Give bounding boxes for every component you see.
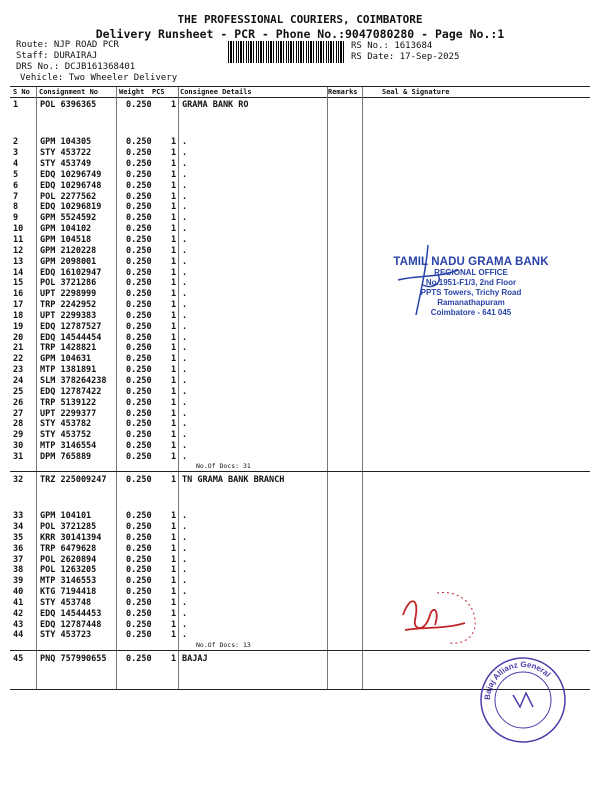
- cell-consignment: PNQ 757990655: [40, 654, 107, 664]
- cell-consignee: .: [182, 343, 188, 353]
- cell-consignment: EDQ 14544454: [40, 333, 102, 343]
- table-header-rule: [10, 97, 590, 98]
- cell-consignee: .: [182, 398, 188, 408]
- cell-weight: 0.250: [126, 246, 152, 256]
- cell-consignment: EDQ 12787448: [40, 620, 102, 630]
- cell-sno: 19: [13, 322, 24, 332]
- cell-pcs: 1: [171, 354, 177, 364]
- cell-consignment: MTP 1381891: [40, 365, 97, 375]
- cell-consignment: POL 3721285: [40, 522, 97, 532]
- cell-consignment: TRZ 225009247: [40, 475, 107, 485]
- cell-pcs: 1: [171, 268, 177, 278]
- cell-weight: 0.250: [126, 409, 152, 419]
- cell-consignee: .: [182, 354, 188, 364]
- table-row: [0, 609, 600, 620]
- cell-sno: 4: [13, 159, 19, 169]
- cell-pcs: 1: [171, 311, 177, 321]
- cell-weight: 0.250: [126, 620, 152, 630]
- table-row: [0, 511, 600, 522]
- cell-consignment: EDQ 12787527: [40, 322, 102, 332]
- cell-weight: 0.250: [126, 398, 152, 408]
- cell-consignment: EDQ 10296819: [40, 202, 102, 212]
- table-row: [0, 544, 600, 555]
- cell-consignee: .: [182, 322, 188, 332]
- cell-consignee: .: [182, 387, 188, 397]
- cell-consignee: TN GRAMA BANK BRANCH: [182, 475, 285, 485]
- cell-sno: 37: [13, 555, 24, 565]
- cell-consignee: .: [182, 533, 188, 543]
- cell-consignment: EDQ 10296748: [40, 181, 102, 191]
- cell-sno: 33: [13, 511, 24, 521]
- cell-pcs: 1: [171, 620, 177, 630]
- cell-consignee: .: [182, 257, 188, 267]
- cell-weight: 0.250: [126, 354, 152, 364]
- table-row: [0, 430, 600, 441]
- cell-sno: 30: [13, 441, 24, 451]
- table-row: [0, 587, 600, 598]
- table-row: [0, 419, 600, 430]
- cell-consignee: .: [182, 555, 188, 565]
- cell-consignment: GPM 2120228: [40, 246, 97, 256]
- cell-weight: 0.250: [126, 376, 152, 386]
- stamp-line: PPTS Towers, Trichy Road: [420, 288, 522, 297]
- cell-consignee: .: [182, 137, 188, 147]
- cell-weight: 0.250: [126, 148, 152, 158]
- cell-pcs: 1: [171, 419, 177, 429]
- cell-consignment: POL 2620894: [40, 555, 97, 565]
- cell-consignee: .: [182, 609, 188, 619]
- staff-info: Staff: DURAIRAJ: [16, 51, 98, 61]
- cell-consignment: TRP 6479628: [40, 544, 97, 554]
- cell-pcs: 1: [171, 409, 177, 419]
- cell-consignment: GPM 5524592: [40, 213, 97, 223]
- table-row: [0, 170, 600, 181]
- table-row: [0, 522, 600, 533]
- cell-weight: 0.250: [126, 533, 152, 543]
- cell-consignee: .: [182, 278, 188, 288]
- cell-weight: 0.250: [126, 159, 152, 169]
- cell-weight: 0.250: [126, 522, 152, 532]
- stamp-line: No.1951-F1/3, 2nd Floor: [425, 278, 517, 287]
- cell-sno: 17: [13, 300, 24, 310]
- cell-consignment: UPT 2299377: [40, 409, 97, 419]
- docs-count: No.Of Docs: 13: [196, 641, 251, 649]
- cell-pcs: 1: [171, 181, 177, 191]
- cell-weight: 0.250: [126, 565, 152, 575]
- cell-consignment: POL 3721286: [40, 278, 97, 288]
- cell-sno: 42: [13, 609, 24, 619]
- cell-pcs: 1: [171, 289, 177, 299]
- cell-sno: 22: [13, 354, 24, 364]
- cell-pcs: 1: [171, 609, 177, 619]
- cell-weight: 0.250: [126, 630, 152, 640]
- cell-pcs: 1: [171, 555, 177, 565]
- cell-pcs: 1: [171, 148, 177, 158]
- cell-consignee: .: [182, 441, 188, 451]
- cell-pcs: 1: [171, 159, 177, 169]
- table-row: [0, 148, 600, 159]
- cell-pcs: 1: [171, 365, 177, 375]
- cell-weight: 0.250: [126, 609, 152, 619]
- cell-consignee: .: [182, 224, 188, 234]
- table-row: [0, 452, 600, 463]
- cell-consignee: .: [182, 565, 188, 575]
- cell-consignment: MTP 3146554: [40, 441, 97, 451]
- cell-consignment: GPM 104631: [40, 354, 92, 364]
- table-row: [0, 630, 600, 641]
- cell-pcs: 1: [171, 452, 177, 462]
- cell-consignee: .: [182, 365, 188, 375]
- cell-weight: 0.250: [126, 511, 152, 521]
- cell-sno: 16: [13, 289, 24, 299]
- stamp-line: Ramanathapuram: [437, 298, 505, 307]
- cell-pcs: 1: [171, 430, 177, 440]
- cell-sno: 44: [13, 630, 24, 640]
- cell-pcs: 1: [171, 257, 177, 267]
- cell-sno: 41: [13, 598, 24, 608]
- cell-consignee: .: [182, 202, 188, 212]
- table-row: [0, 365, 600, 376]
- cell-sno: 25: [13, 387, 24, 397]
- cell-weight: 0.250: [126, 343, 152, 353]
- cell-sno: 26: [13, 398, 24, 408]
- cell-weight: 0.250: [126, 475, 152, 485]
- cell-consignment: STY 453752: [40, 430, 92, 440]
- table-row: [0, 376, 600, 387]
- table-row: [0, 576, 600, 587]
- cell-pcs: 1: [171, 441, 177, 451]
- cell-consignment: GPM 104102: [40, 224, 92, 234]
- cell-consignee: .: [182, 333, 188, 343]
- cell-sno: 10: [13, 224, 24, 234]
- cell-consignee: BAJAJ: [182, 654, 208, 664]
- cell-sno: 12: [13, 246, 24, 256]
- cell-pcs: 1: [171, 522, 177, 532]
- table-row: [0, 100, 600, 111]
- cell-pcs: 1: [171, 322, 177, 332]
- table-row: [0, 354, 600, 365]
- col-weight-header: Weight: [119, 88, 145, 96]
- cell-consignment: TRP 1428821: [40, 343, 97, 353]
- cell-pcs: 1: [171, 544, 177, 554]
- cell-consignee: .: [182, 181, 188, 191]
- cell-sno: 36: [13, 544, 24, 554]
- cell-pcs: 1: [171, 475, 177, 485]
- cell-consignee: GRAMA BANK RO: [182, 100, 249, 110]
- docs-count: No.Of Docs: 31: [196, 462, 251, 470]
- cell-sno: 15: [13, 278, 24, 288]
- cell-weight: 0.250: [126, 268, 152, 278]
- cell-sno: 35: [13, 533, 24, 543]
- table-row: [0, 398, 600, 409]
- round-seal: [478, 655, 568, 745]
- table-row: [0, 387, 600, 398]
- cell-pcs: 1: [171, 246, 177, 256]
- cell-pcs: 1: [171, 565, 177, 575]
- cell-pcs: 1: [171, 100, 177, 110]
- cell-pcs: 1: [171, 533, 177, 543]
- cell-sno: 14: [13, 268, 24, 278]
- cell-consignee: .: [182, 213, 188, 223]
- cell-sno: 21: [13, 343, 24, 353]
- cell-weight: 0.250: [126, 100, 152, 110]
- cell-pcs: 1: [171, 137, 177, 147]
- cell-consignment: EDQ 12787422: [40, 387, 102, 397]
- cell-consignee: .: [182, 376, 188, 386]
- cell-sno: 2: [13, 137, 19, 147]
- cell-pcs: 1: [171, 398, 177, 408]
- cell-pcs: 1: [171, 511, 177, 521]
- cell-weight: 0.250: [126, 300, 152, 310]
- col-sno-header: S No: [13, 88, 30, 96]
- table-row: [0, 475, 600, 486]
- cell-sno: 1: [13, 100, 19, 110]
- cell-weight: 0.250: [126, 322, 152, 332]
- cell-pcs: 1: [171, 333, 177, 343]
- cell-sno: 27: [13, 409, 24, 419]
- cell-consignment: POL 2277562: [40, 192, 97, 202]
- cell-sno: 40: [13, 587, 24, 597]
- cell-sno: 6: [13, 181, 19, 191]
- table-row: [0, 533, 600, 544]
- cell-weight: 0.250: [126, 387, 152, 397]
- cell-sno: 45: [13, 654, 24, 664]
- company-name: THE PROFESSIONAL COURIERS, COIMBATORE: [177, 13, 423, 26]
- cell-consignment: STY 453723: [40, 630, 92, 640]
- cell-weight: 0.250: [126, 430, 152, 440]
- table-row: [0, 224, 600, 235]
- table-row: [0, 159, 600, 170]
- cell-consignment: TRP 5139122: [40, 398, 97, 408]
- cell-weight: 0.250: [126, 544, 152, 554]
- cell-weight: 0.250: [126, 419, 152, 429]
- cell-consignment: EDQ 10296749: [40, 170, 102, 180]
- cell-weight: 0.250: [126, 333, 152, 343]
- cell-sno: 28: [13, 419, 24, 429]
- cell-consignment: KRR 30141394: [40, 533, 102, 543]
- cell-consignment: KTG 7194418: [40, 587, 97, 597]
- cell-consignment: UPT 2298999: [40, 289, 97, 299]
- cell-consignee: .: [182, 300, 188, 310]
- cell-weight: 0.250: [126, 257, 152, 267]
- cell-sno: 8: [13, 202, 19, 212]
- cell-pcs: 1: [171, 387, 177, 397]
- cell-consignee: .: [182, 511, 188, 521]
- vehicle-info: Vehicle: Two Wheeler Delivery: [20, 73, 178, 83]
- cell-weight: 0.250: [126, 654, 152, 664]
- stamp-line: Coimbatore - 641 045: [430, 308, 512, 317]
- cell-weight: 0.250: [126, 213, 152, 223]
- cell-pcs: 1: [171, 235, 177, 245]
- cell-sno: 18: [13, 311, 24, 321]
- col-pcs-header: PCS: [152, 88, 165, 96]
- cell-consignment: GPM 104101: [40, 511, 92, 521]
- cell-pcs: 1: [171, 343, 177, 353]
- svg-text:Bajaj Allianz General: [483, 660, 552, 700]
- cell-consignment: MTP 3146553: [40, 576, 97, 586]
- cell-pcs: 1: [171, 170, 177, 180]
- group-divider: [10, 650, 590, 651]
- cell-consignee: .: [182, 235, 188, 245]
- cell-sno: 13: [13, 257, 24, 267]
- cell-pcs: 1: [171, 224, 177, 234]
- cell-consignment: SLM 378264238: [40, 376, 107, 386]
- cell-consignee: .: [182, 544, 188, 554]
- cell-consignee: .: [182, 630, 188, 640]
- cell-consignee: .: [182, 192, 188, 202]
- cell-pcs: 1: [171, 376, 177, 386]
- cell-weight: 0.250: [126, 278, 152, 288]
- drs-number: DRS No.: DCJB161368401: [16, 62, 136, 72]
- cell-pcs: 1: [171, 300, 177, 310]
- cell-consignee: .: [182, 419, 188, 429]
- cell-consignment: GPM 104518: [40, 235, 92, 245]
- cell-consignee: .: [182, 289, 188, 299]
- red-signature: [395, 585, 480, 650]
- cell-consignee: .: [182, 598, 188, 608]
- cell-consignee: .: [182, 311, 188, 321]
- cell-sno: 43: [13, 620, 24, 630]
- cell-consignment: POL 1263205: [40, 565, 97, 575]
- cell-weight: 0.250: [126, 587, 152, 597]
- cell-pcs: 1: [171, 202, 177, 212]
- cell-weight: 0.250: [126, 192, 152, 202]
- table-row: [0, 213, 600, 224]
- cell-consignment: TRP 2242952: [40, 300, 97, 310]
- cell-sno: 29: [13, 430, 24, 440]
- cell-consignment: GPM 2098001: [40, 257, 97, 267]
- col-seal-header: Seal & Signature: [382, 88, 450, 96]
- cell-consignee: .: [182, 430, 188, 440]
- cell-consignment: DPM 765889: [40, 452, 92, 462]
- runsheet-title: Delivery Runsheet - PCR - Phone No.:9047080280 - Page No.:1: [95, 27, 505, 41]
- cell-sno: 7: [13, 192, 19, 202]
- cell-consignee: .: [182, 452, 188, 462]
- col-consignee-header: Consignee Details: [180, 88, 252, 96]
- cell-weight: 0.250: [126, 311, 152, 321]
- cell-consignment: EDQ 14544453: [40, 609, 102, 619]
- cell-pcs: 1: [171, 213, 177, 223]
- cell-weight: 0.250: [126, 181, 152, 191]
- col-consignment-header: Consignment No: [39, 88, 99, 96]
- rs-date: RS Date: 17-Sep-2025: [351, 52, 460, 62]
- cell-consignee: .: [182, 246, 188, 256]
- cell-consignment: EDQ 16102947: [40, 268, 102, 278]
- cell-weight: 0.250: [126, 555, 152, 565]
- table-top-rule: [10, 86, 590, 87]
- cell-weight: 0.250: [126, 441, 152, 451]
- cell-consignee: .: [182, 170, 188, 180]
- cell-pcs: 1: [171, 654, 177, 664]
- table-row: [0, 441, 600, 452]
- cell-weight: 0.250: [126, 235, 152, 245]
- group-divider: [10, 471, 590, 472]
- cell-weight: 0.250: [126, 170, 152, 180]
- cell-pcs: 1: [171, 576, 177, 586]
- stamp-title: TAMIL NADU GRAMA BANK: [393, 256, 549, 268]
- cell-weight: 0.250: [126, 365, 152, 375]
- cell-consignee: .: [182, 587, 188, 597]
- table-row: [0, 565, 600, 576]
- route-info: Route: NJP ROAD PCR: [16, 40, 119, 50]
- cell-sno: 3: [13, 148, 19, 158]
- cell-consignment: STY 453749: [40, 159, 92, 169]
- barcode: [228, 41, 346, 63]
- cell-pcs: 1: [171, 278, 177, 288]
- cell-consignee: .: [182, 148, 188, 158]
- cell-sno: 32: [13, 475, 24, 485]
- table-row: [0, 137, 600, 148]
- cell-weight: 0.250: [126, 202, 152, 212]
- seal-text: Bajaj Allianz General: [482, 659, 553, 701]
- cell-sno: 5: [13, 170, 19, 180]
- cell-consignment: GPM 104305: [40, 137, 92, 147]
- table-row: [0, 181, 600, 192]
- cell-sno: 38: [13, 565, 24, 575]
- cell-consignee: .: [182, 522, 188, 532]
- cell-sno: 31: [13, 452, 24, 462]
- table-row: [0, 322, 600, 333]
- cell-consignee: .: [182, 159, 188, 169]
- col-remarks-header: Remarks: [328, 88, 358, 96]
- cell-consignee: .: [182, 576, 188, 586]
- cell-consignee: .: [182, 409, 188, 419]
- cell-sno: 34: [13, 522, 24, 532]
- cell-pcs: 1: [171, 192, 177, 202]
- table-row: [0, 202, 600, 213]
- cell-pcs: 1: [171, 587, 177, 597]
- cell-weight: 0.250: [126, 137, 152, 147]
- table-row: [0, 235, 600, 246]
- cell-sno: 24: [13, 376, 24, 386]
- cell-sno: 9: [13, 213, 19, 223]
- cell-sno: 23: [13, 365, 24, 375]
- cell-sno: 11: [13, 235, 24, 245]
- stamp-line: REGIONAL OFFICE: [434, 268, 508, 277]
- cell-weight: 0.250: [126, 576, 152, 586]
- rs-number: RS No.: 1613684: [351, 41, 433, 51]
- cell-weight: 0.250: [126, 224, 152, 234]
- signature-scribble: [368, 240, 478, 320]
- cell-weight: 0.250: [126, 598, 152, 608]
- cell-weight: 0.250: [126, 289, 152, 299]
- cell-weight: 0.250: [126, 452, 152, 462]
- cell-pcs: 1: [171, 630, 177, 640]
- cell-consignee: .: [182, 620, 188, 630]
- table-row: [0, 343, 600, 354]
- cell-consignment: POL 6396365: [40, 100, 97, 110]
- table-row: [0, 598, 600, 609]
- cell-sno: 20: [13, 333, 24, 343]
- cell-consignment: STY 453782: [40, 419, 92, 429]
- cell-consignee: .: [182, 268, 188, 278]
- cell-consignment: UPT 2299383: [40, 311, 97, 321]
- cell-consignment: STY 453722: [40, 148, 92, 158]
- cell-sno: 39: [13, 576, 24, 586]
- cell-consignment: STY 453748: [40, 598, 92, 608]
- cell-pcs: 1: [171, 598, 177, 608]
